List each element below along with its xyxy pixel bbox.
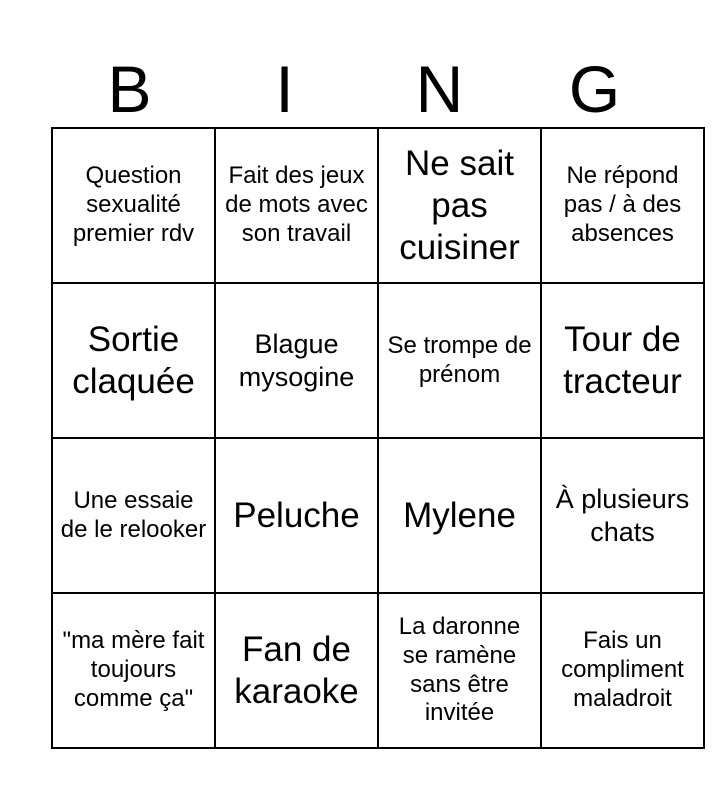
grid-row bbox=[52, 438, 704, 593]
bingo-cell[interactable]: Tour de tracteur bbox=[541, 283, 704, 438]
bingo-cell[interactable]: Mylene bbox=[378, 438, 541, 593]
bingo-cell[interactable]: Ne répond pas / à des absences bbox=[541, 128, 704, 283]
grid-row bbox=[52, 283, 704, 438]
header-letter-g: G bbox=[568, 52, 621, 126]
header-letter-b: B bbox=[107, 52, 152, 126]
header-letter-n: N bbox=[415, 52, 464, 126]
bingo-cell[interactable]: Blague mysogine bbox=[215, 283, 378, 438]
bingo-cell[interactable]: Se trompe de prénom bbox=[378, 283, 541, 438]
grid-row bbox=[52, 593, 704, 748]
bingo-cell[interactable]: Sortie claquée bbox=[52, 283, 215, 438]
grid-row bbox=[52, 128, 704, 283]
bingo-cell[interactable]: Peluche bbox=[215, 438, 378, 593]
bingo-grid bbox=[51, 127, 705, 749]
bingo-cell[interactable]: Fais un compliment maladroit bbox=[541, 593, 704, 748]
bingo-cell[interactable]: À plusieurs chats bbox=[541, 438, 704, 593]
bingo-cell[interactable]: Ne sait pas cuisiner bbox=[378, 128, 541, 283]
bingo-cell[interactable]: Fan de karaoke bbox=[215, 593, 378, 748]
bingo-cell[interactable]: Une essaie de le relooker bbox=[52, 438, 215, 593]
bingo-cell[interactable]: La daronne se ramène sans être invitée bbox=[378, 593, 541, 748]
bingo-cell[interactable]: "ma mère fait toujours comme ça" bbox=[52, 593, 215, 748]
bingo-header bbox=[52, 50, 672, 128]
bingo-cell[interactable]: Fait des jeux de mots avec son travail bbox=[215, 128, 378, 283]
bingo-cell[interactable]: Question sexualité premier rdv bbox=[52, 128, 215, 283]
header-letter-i: I bbox=[275, 52, 294, 126]
